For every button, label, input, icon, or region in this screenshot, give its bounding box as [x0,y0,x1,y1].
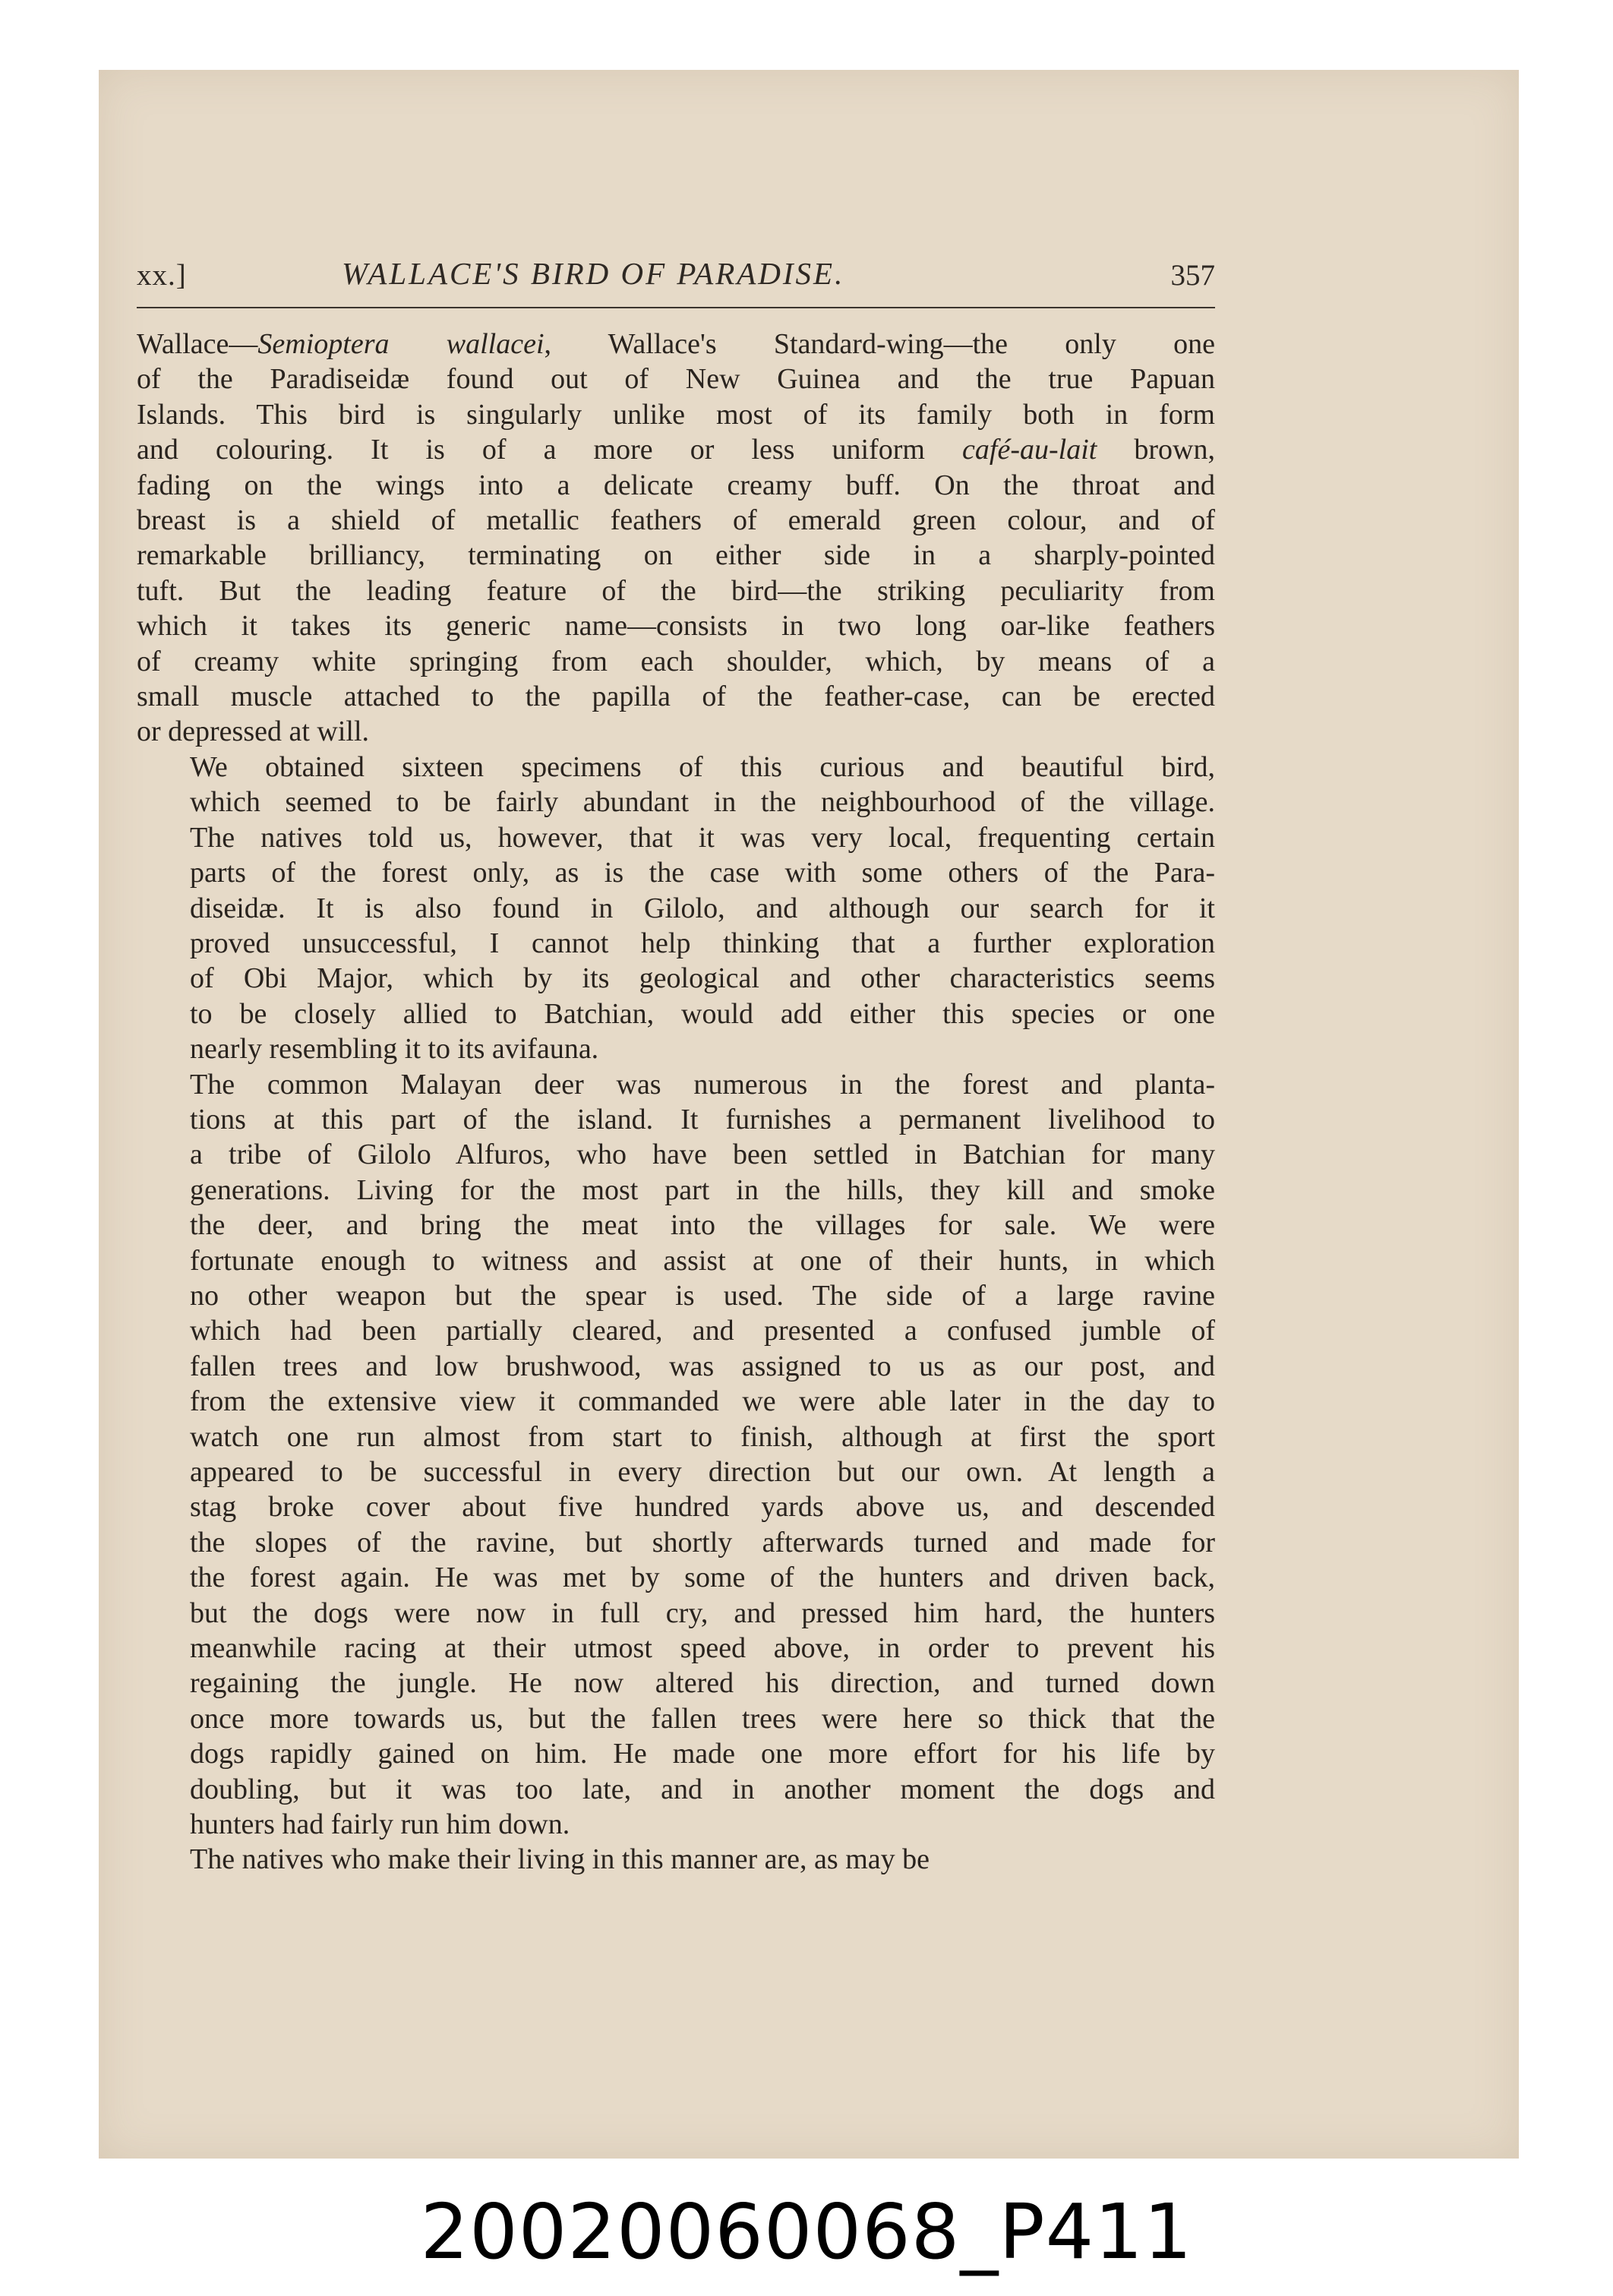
text-line [137,1420,1215,1454]
text-line [137,714,1215,749]
text-run: We obtained sixteen specimens of this curious and beautiful bird, [190,750,1215,783]
text-line [137,432,1215,467]
text-line [137,820,1215,855]
text-line [137,644,1215,679]
text-line [137,362,1215,396]
text-run: dogs rapidly gained on him. He made one more effort for his life by [190,1738,1215,1770]
text-line [137,1102,1215,1137]
text-run: parts of the forest only, as is the case with some others of the Para- [190,857,1215,889]
text-run: The natives told us, however, that it was very local, frequenting certain [190,821,1215,854]
text-run: proved unsuccessful, I cannot help thinking that a further exploration [190,927,1215,959]
text-line [137,1736,1215,1771]
text-run: the forest again. He was met by some of the hunters and driven back, [190,1562,1215,1594]
text-line [137,1243,1215,1278]
text-line [137,1349,1215,1384]
paragraph [137,750,1215,1067]
text-run: which had been partially cleared, and presented a confused jumble of [190,1315,1215,1347]
text-run: Islands. This bird is singularly unlike most of its family both in form [137,398,1215,431]
text-run: the slopes of the ravine, but shortly afterwards turned and made for [190,1526,1215,1559]
text-line [137,1489,1215,1524]
text-line [137,1807,1215,1842]
text-line [137,1384,1215,1419]
italic-term: café-au-lait [962,434,1097,466]
text-line [137,468,1215,503]
text-line [137,327,1215,362]
text-run: regaining the jungle. He now altered his direction, and turned down [190,1667,1215,1700]
text-line [137,1631,1215,1666]
text-line [137,1842,1215,1877]
text-line [137,573,1215,608]
text-run: which seemed to be fairly abundant in the neighbourhood of the village. [190,786,1215,819]
text-line [137,538,1215,573]
text-line [137,1772,1215,1807]
text-run: stag broke cover about five hundred yards above us, and descended [190,1491,1215,1524]
text-run: or depressed at will. [137,715,370,748]
text-run: meanwhile racing at their utmost speed above, in order to prevent his [190,1632,1215,1665]
text-run: doubling, but it was too late, and in another moment the dogs and [190,1773,1215,1805]
page-header [137,182,1215,304]
archive-caption: 20020060068_P411 [420,2187,1193,2276]
text-run: tuft. But the leading feature of the bird—the striking peculiarity from [137,574,1215,607]
text-run: no other weapon but the spear is used. The side of a large ravine [190,1279,1215,1312]
paragraph [137,327,1215,750]
header-rule [137,307,1215,308]
text-run: hunters had fairly run him down. [190,1808,570,1841]
text-run: appeared to be successful in every direction but our own. At length a [190,1456,1215,1488]
text-line [137,1208,1215,1243]
text-run: breast is a shield of metallic feathers of emerald green colour, and of [137,504,1215,537]
text-line [137,1137,1215,1172]
running-title: WALLACE'S BIRD OF PARADISE. [342,256,845,291]
text-line [137,1278,1215,1313]
chapter-marker: xx.] [137,259,187,292]
text-run: of creamy white springing from each shoulder, which, by means of a [137,645,1215,677]
paragraph [137,1842,1215,1877]
text-line [137,1560,1215,1595]
text-run: small muscle attached to the papilla of the feather-case, can be erected [137,681,1215,713]
paragraph [137,1067,1215,1843]
text-line [137,397,1215,432]
text-line [137,996,1215,1031]
text-run: but the dogs were now in full cry, and pressed him hard, the hunters [190,1596,1215,1629]
text-line [137,1454,1215,1489]
text-line [137,1666,1215,1701]
text-run: diseidæ. It is also found in Gilolo, and although our search for it [190,892,1215,924]
text-line [137,1701,1215,1736]
text-run: from the extensive view it commanded we were able later in the day to [190,1385,1215,1418]
text-run: to be closely allied to Batchian, would add either this species or one [190,997,1215,1030]
text-run: a tribe of Gilolo Alfuros, who have been settled in Batchian for many [190,1139,1215,1171]
text-line [137,1031,1215,1066]
text-run: The common Malayan deer was numerous in the forest and planta- [190,1068,1215,1101]
text-run: The natives who make their living in this manner are, as may be [190,1843,930,1876]
text-line [137,961,1215,996]
text-run: fallen trees and low brushwood, was assigned to us as our post, and [190,1350,1215,1382]
body-text [137,327,1215,1878]
text-run: once more towards us, but the fallen trees were here so thick that the [190,1702,1215,1735]
text-line [137,1173,1215,1208]
text-run: nearly resembling it to its avifauna. [190,1033,599,1066]
text-line [137,679,1215,714]
page-number: 357 [1170,259,1215,292]
text-run: of the Paradiseidæ found out of New Guinea and the true Papuan [137,363,1215,396]
text-line [137,855,1215,890]
text-run: fading on the wings into a delicate creamy buff. On the throat and [137,469,1215,501]
text-line [137,1067,1215,1102]
text-line [137,750,1215,785]
text-run: the deer, and bring the meat into the villages for sale. We were [190,1209,1215,1242]
text-run: brown, [1097,434,1215,466]
text-run: Wallace— [137,328,258,360]
italic-term: Semioptera wallacei [257,328,545,360]
text-run: and colouring. It is of a more or less uniform [137,434,963,466]
text-line [137,1525,1215,1560]
text-run: , Wallace's Standard-wing—the only one [544,328,1215,360]
text-line [137,926,1215,961]
text-run: fortunate enough to witness and assist at one of their hunts, in which [190,1244,1215,1277]
text-run: of Obi Major, which by its geological and other characteristics seems [190,962,1215,995]
text-line [137,608,1215,643]
text-run: which it takes its generic name—consists in two long oar-like feathers [137,610,1215,643]
text-run: watch one run almost from start to finish, although at first the sport [190,1420,1215,1453]
text-run: remarkable brilliancy, terminating on either side in a sharply-pointed [137,539,1215,572]
text-line [137,891,1215,926]
text-run: tions at this part of the island. It furnishes a permanent livelihood to [190,1103,1215,1135]
text-run: generations. Living for the most part in the hills, they kill and smoke [190,1173,1215,1206]
text-line [137,785,1215,820]
text-line [137,1596,1215,1631]
text-line [137,503,1215,538]
text-line [137,1313,1215,1348]
